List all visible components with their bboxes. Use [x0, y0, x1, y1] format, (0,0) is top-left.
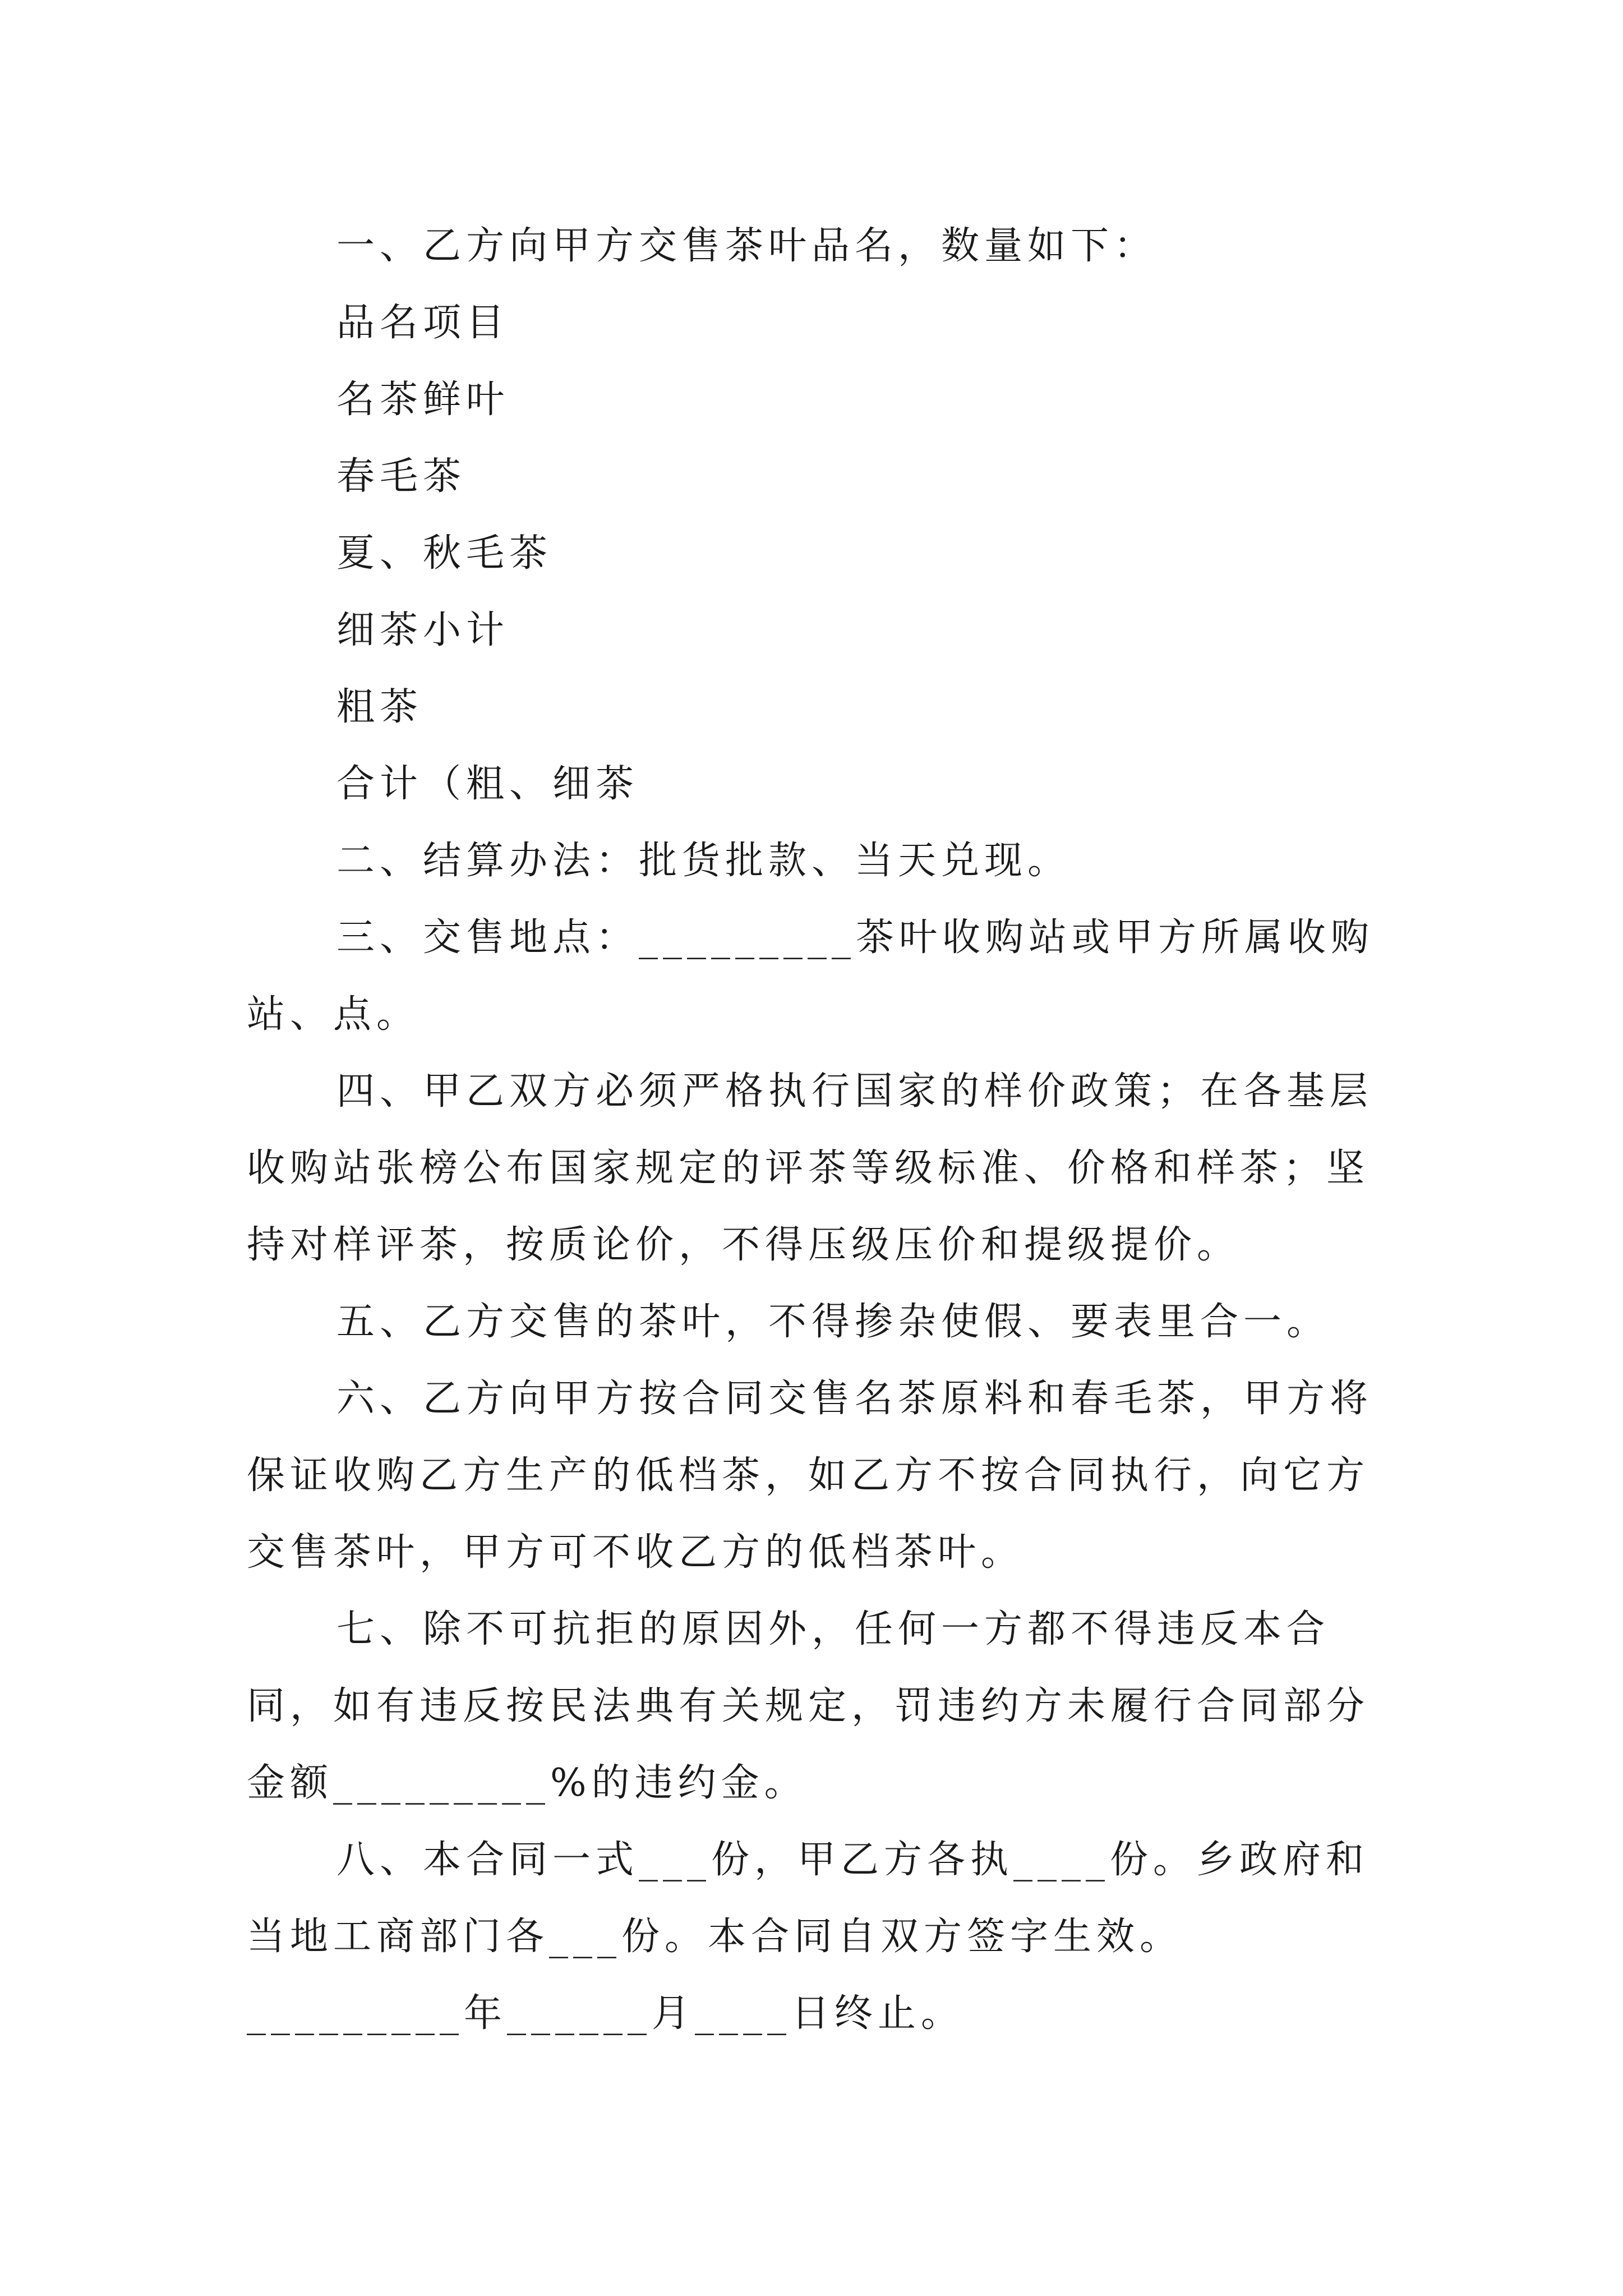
- clause-4: 四、甲乙双方必须严格执行国家的样价政策；在各基层收购站张榜公布国家规定的评茶等级标准、价格和样茶；坚持对样评茶，按质论价，不得压级压价和提级提价。: [247, 1069, 1373, 1267]
- clause-1: 一、乙方向甲方交售茶叶品名，数量如下：: [336, 224, 1158, 268]
- item-fine-subtotal: 细茶小计: [336, 608, 510, 652]
- clause-6: 六、乙方向甲方按合同交售名茶原料和春毛茶，甲方将保证收购乙方生产的低档茶，如乙方不按合同执行，向它方交售茶叶，甲方可不收乙方的低档茶叶。: [247, 1377, 1373, 1575]
- clause-3: 三、交售地点：_________茶叶收购站或甲方所属收购站、点。: [247, 915, 1375, 1037]
- clause-8: 八、本合同一式___份，甲乙方各执____份。乡政府和当地工商部门各___份。本合同自双方签字生效。_________年______月____日终止。: [247, 1838, 1370, 2036]
- item-fresh-leaf: 名茶鲜叶: [336, 378, 510, 422]
- clause-7: 七、除不可抗拒的原因外，任何一方都不得违反本合同，如有违反按民法典有关规定，罚违约方未履行合同部分金额_________%的违约金。: [247, 1607, 1370, 1805]
- item-name-header: 品名项目: [336, 301, 510, 345]
- clause-2: 二、结算办法：批货批款、当天兑现。: [336, 839, 1071, 883]
- item-spring-tea: 春毛茶: [336, 454, 467, 499]
- contract-body: [247, 208, 1391, 2052]
- clause-5: 五、乙方交售的茶叶，不得掺杂使假、要表里合一。: [336, 1300, 1330, 1344]
- item-total: 合计（粗、细茶: [336, 762, 639, 806]
- item-summer-autumn-tea: 夏、秋毛茶: [336, 531, 553, 576]
- item-coarse-tea: 粗茶: [336, 685, 423, 729]
